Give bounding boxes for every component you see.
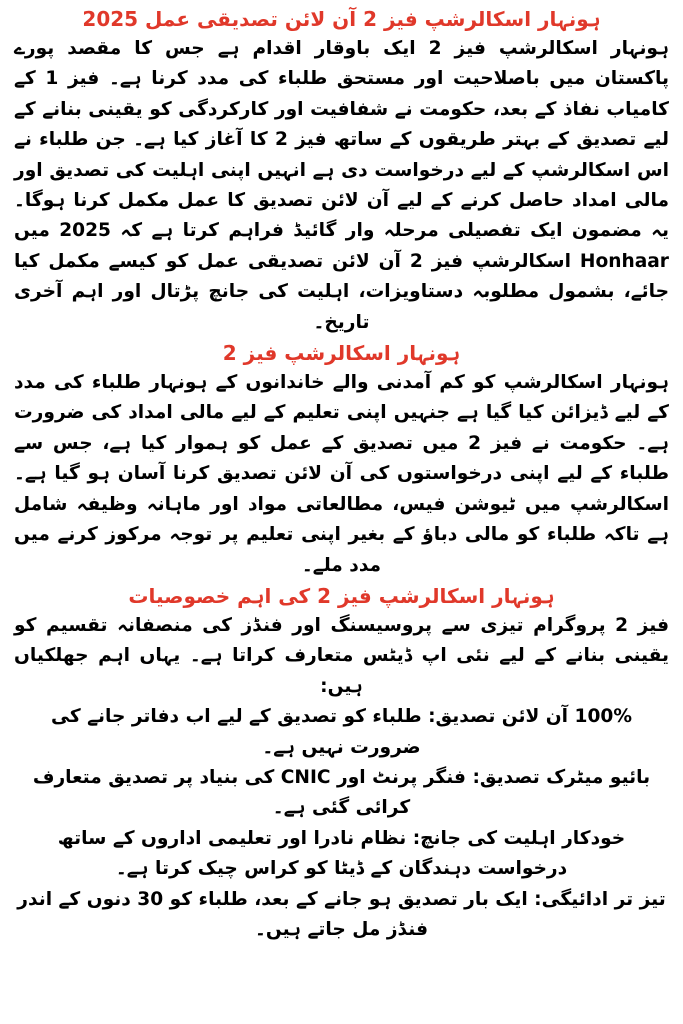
overview-paragraph: ہونہار اسکالرشپ کو کم آمدنی والے خاندانوں کے ہونہار طلباء کی مدد کے لیے ڈیزائن کیا گیا ہے جنہیں اپنی تعلیم کے لیے مالی امداد کی ضرورت ہے۔ حکومت نے فیز 2 میں تصدیق کے عمل کو ہموار کیا ہے، جس سے طلباء کے لیے اپنی درخواستوں کی آن لائن تصدیق کرنا آسان ہو گیا ہے۔ اسکالرشپ میں ٹیوشن فیس، مطالعاتی مواد اور ماہانہ وظیفہ شامل ہے تاکہ طلباء کو مالی دباؤ کے بغیر اپنی تعلیم پر توجہ مرکوز کرنے میں مدد ملے۔ [14,372,669,576]
features-list [14,702,669,945]
feature-item-fast-payment: تیز تر ادائیگی: ایک بار تصدیق ہو جانے کے بعد، طلباء کو 30 دنوں کے اندر فنڈز مل جاتے ہیں۔ [17,888,666,940]
features-intro-paragraph: فیز 2 پروگرام تیزی سے پروسیسنگ اور فنڈز کی منصفانہ تقسیم کو یقینی بنانے کے لیے نئی اپ ڈیٹس متعارف کراتا ہے۔ یہاں اہم جھلکیاں ہیں: [14,614,669,697]
feature-item-eligibility-check: خودکار اہلیت کی جانچ: نظام نادرا اور تعلیمی اداروں کے ساتھ درخواست دہندگان کے ڈیٹا کو کراس چیک کرتا ہے۔ [57,827,626,880]
feature-item-online-verification: 100% آن لائن تصدیق: طلباء کو تصدیق کے لیے اب دفاتر جانے کی ضرورت نہیں ہے۔ [51,706,632,758]
feature-item-biometric-verification: بائیو میٹرک تصدیق: فنگر پرنٹ اور CNIC کی بنیاد پر تصدیق متعارف کرائی گئی ہے۔ [32,766,651,819]
section-heading-features: ہونہار اسکالرشپ فیز 2 کی اہم خصوصیات [128,583,555,608]
intro-paragraph: ہونہار اسکالرشپ فیز 2 ایک باوقار اقدام ہے جس کا مقصد پورے پاکستان میں باصلاحیت اور مستحق طلباء کی مدد کرنا ہے۔ فیز 1 کے کامیاب نفاذ کے بعد، حکومت نے شفافیت اور کارکردگی کو یقینی بنانے کے لیے تصدیق کے بہتر طریقوں کے ساتھ فیز 2 کا آغاز کیا ہے۔ جن طلباء نے اس اسکالرشپ کے لیے درخواست دی ہے انہیں اپنی اہلیت کی تصدیق اور مالی امداد حاصل کرنے کے لیے آن لائن تصدیق کا عمل مکمل کرنا ہوگا۔ یہ مضمون ایک تفصیلی مرحلہ وار گائیڈ فراہم کرتا ہے کہ 2025 میں Honhaar اسکالرشپ فیز 2 آن لائن تصدیقی عمل کو کیسے مکمل کیا جائے، بشمول مطلوبہ دستاویزات، اہلیت کی جانچ پڑتال اور اہم آخری تاریخ۔ [14,38,669,333]
section-heading-overview: ہونہار اسکالرشپ فیز 2 [222,341,461,366]
page-title: ہونہار اسکالرشپ فیز 2 آن لائن تصدیقی عمل 2025 [82,7,601,31]
